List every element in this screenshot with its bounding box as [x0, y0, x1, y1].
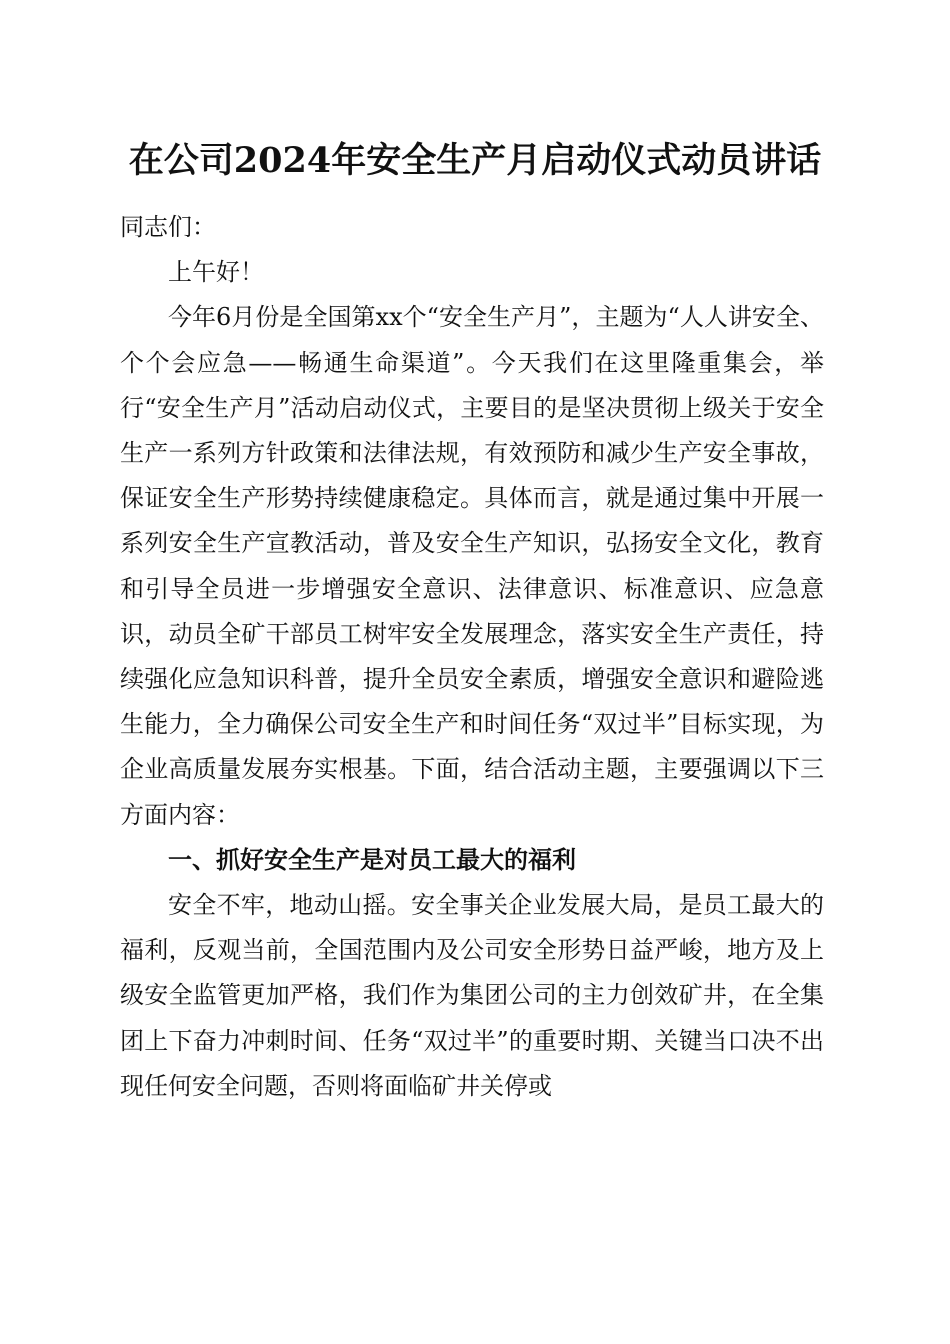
paragraph-intro: 今年6月份是全国第xx个“安全生产月”，主题为“人人讲安全、个个会应急——畅通生命渠道”。今天我们在这里隆重集会，举行“安全生产月”活动启动仪式，主要目的是坚决贯彻上级关于安全生产一系列方针政策和法律法规，有效预防和减少生产安全事故，保证安全生产形势持续健康稳定。具体而言，就是通过集中开展一系列安全生产宣教活动，普及安全生产知识，弘扬安全文化，教育和引导全员进一步增强安全意识、法律意识、标准意识、应急意识，动员全矿干部员工树牢安全发展理念，落实安全生产责任，持续强化应急知识科普，提升全员安全素质，增强安全意识和避险逃生能力，全力确保公司安全生产和时间任务“双过半”目标实现，为企业高质量发展夯实根基。下面，结合活动主题，主要强调以下三方面内容： [120, 303, 824, 829]
document-title: 在公司2024年安全生产月启动仪式动员讲话 [128, 140, 822, 181]
document-body [120, 205, 824, 1109]
section-heading-1: 一、抓好安全生产是对员工最大的福利 [168, 845, 576, 874]
paragraph-section-1: 安全不牢，地动山摇。安全事关企业发展大局，是员工最大的福利，反观当前，全国范围内及公司安全形势日益严峻，地方及上级安全监管更加严格，我们作为集团公司的主力创效矿井，在全集团上下奋力冲刺时间、任务“双过半”的重要时期、关键当口决不出现任何安全问题，否则将面临矿井关停或 [120, 891, 824, 1100]
greeting: 上午好！ [168, 258, 264, 287]
salutation: 同志们： [120, 213, 216, 241]
